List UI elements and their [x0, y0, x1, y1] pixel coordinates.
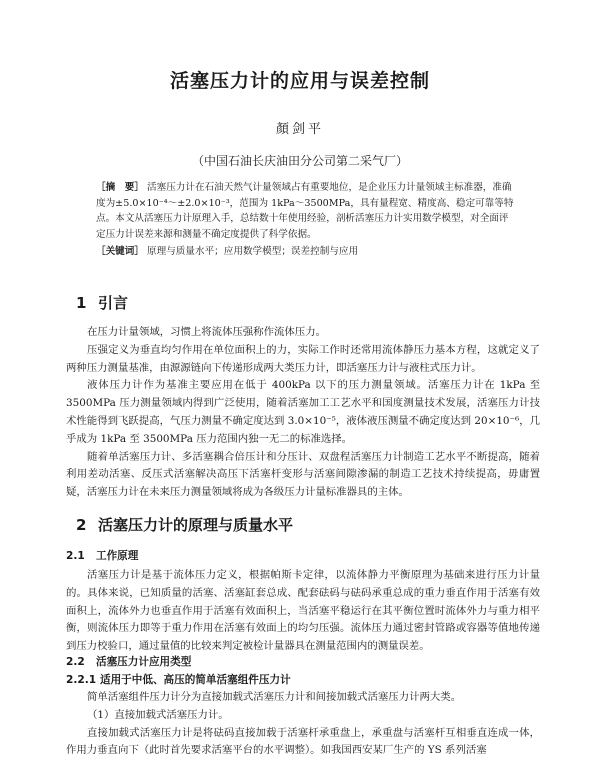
- affiliation: （中国石油长庆油田分公司第二采气厂）: [191, 154, 408, 168]
- subsection-number: 2.2: [66, 656, 85, 668]
- section-1-body: [66, 324, 540, 502]
- paragraph: 在压力计量领域，习惯上将流体压强称作流体压力。: [87, 326, 326, 338]
- subsection-2-2-heading: [66, 654, 191, 669]
- subsection-2-2-1-heading: [66, 672, 291, 687]
- paragraph: 随着单活塞压力计、多活塞耦合倍压计和分压计、双盘程活塞压力计制造工艺水平不断提高，随着利用差动活塞、反压式活塞解决高压下活塞杆变形与活塞间隙渗漏的制造工艺技术持续提高，毋庸置疑，活塞压力计在未来压力测量领域将成为各级压力计量标准器具的主体。: [66, 450, 540, 499]
- abstract-block: [96, 180, 516, 260]
- keywords-label: ［关键词］: [96, 246, 144, 257]
- paragraph: 简单活塞组件压力计分为直接加载式活塞压力计和间接加载式活塞压力计两大类。: [87, 691, 462, 703]
- subsection-2-2-1-body: [66, 689, 540, 760]
- paragraph: 活塞压力计是基于流体压力定义，根据帕斯卡定律，以流体静力平衡原理为基础来进行压力计量的。具体来说，已知质量的活塞、活塞缸套总成、配套砝码与砝码承重总成的重力垂直作用于活塞有效面积上，流体外力也垂直作用于活塞有效面积上，当活塞平稳运行在其平衡位置时流体外力与重力相平衡，则流体压力即等于重力作用在活塞有效面上的均匀压强。流体压力通过密封管路或容器等值地传递到压力校验口，通过量值的比较来判定被检计量器具在测量范围内的测量误差。: [66, 569, 540, 653]
- paragraph: 压强定义为垂直均匀作用在单位面积上的力，实际工作时还常用流体静压力基本方程，这就定义了两种压力测量基准，由源源链向下传递形成两大类压力计，即活塞压力计与液柱式压力计。: [66, 343, 540, 374]
- keywords-line: [96, 244, 516, 260]
- keywords-text: 原理与质量水平；应用数学模型；误差控制与应用: [147, 246, 359, 257]
- subsection-title: 工作原理: [96, 550, 139, 562]
- author-name: 顏剑平: [275, 122, 324, 137]
- section-2-number: 2: [76, 516, 87, 534]
- subsection-2-1-body: [66, 567, 540, 656]
- section-1-heading: [76, 292, 128, 313]
- section-2-title: 活塞压力计的原理与质量水平: [98, 516, 294, 534]
- abstract-paragraph: [96, 180, 516, 242]
- paragraph: 直接加载式活塞压力计是将砝码直接加载于活塞杆承重盘上，承重盘与活塞杆互相垂直连成一体，作用力垂直向下（此时首先要求活塞平台的水平调整）。如我国西安某厂生产的 YS 系列活塞: [66, 726, 540, 757]
- paper-title: 活塞压力计的应用与误差控制: [169, 70, 430, 92]
- paragraph: 液体压力计作为基准主要应用在低于 400kPa 以下的压力测量领域。活塞压力计在 1kPa 至 3500MPa 压力测量领域内得到广泛使用，随着活塞加工工艺水平和国度测量技术发展，活塞压力计技术性能得到飞跃提高，气压力测量不确定度达到 3.0×10⁻⁵，液体液压测量不确定度达到 20×10⁻⁶，几乎成为 1kPa 至 3500MPa 压力范围内独一无二的标准选择。: [66, 379, 540, 445]
- subsection-number: 2.1: [66, 550, 85, 562]
- section-1-number: 1: [76, 294, 87, 312]
- subsection-2-1-heading: [66, 548, 138, 563]
- subsection-title: 活塞压力计应用类型: [96, 656, 192, 668]
- abstract-label: ［摘 要］: [96, 182, 144, 193]
- abstract-text: 活塞压力计在石油天然气计量领域占有重要地位，是企业压力计量领域主标准器，准确度为±5.0×10⁻⁴～±2.0×10⁻³，范围为 1kPa～3500MPa，具有量程宽、精度高、稳定可靠等特点。本文从活塞压力计原理入手，总结数十年使用经验，剖析活塞压力计实用数学模型，对全面评定压力计误差来源和测量不确定度提供了科学依据。: [96, 182, 514, 240]
- subsection-title: 适用于中低、高压的简单活塞组件压力计: [100, 674, 291, 686]
- section-2-heading: [76, 514, 293, 535]
- subsection-number: 2.2.1: [66, 674, 97, 686]
- section-1-title: 引言: [98, 294, 129, 312]
- list-item: （1）直接加载式活塞压力计。: [87, 708, 229, 721]
